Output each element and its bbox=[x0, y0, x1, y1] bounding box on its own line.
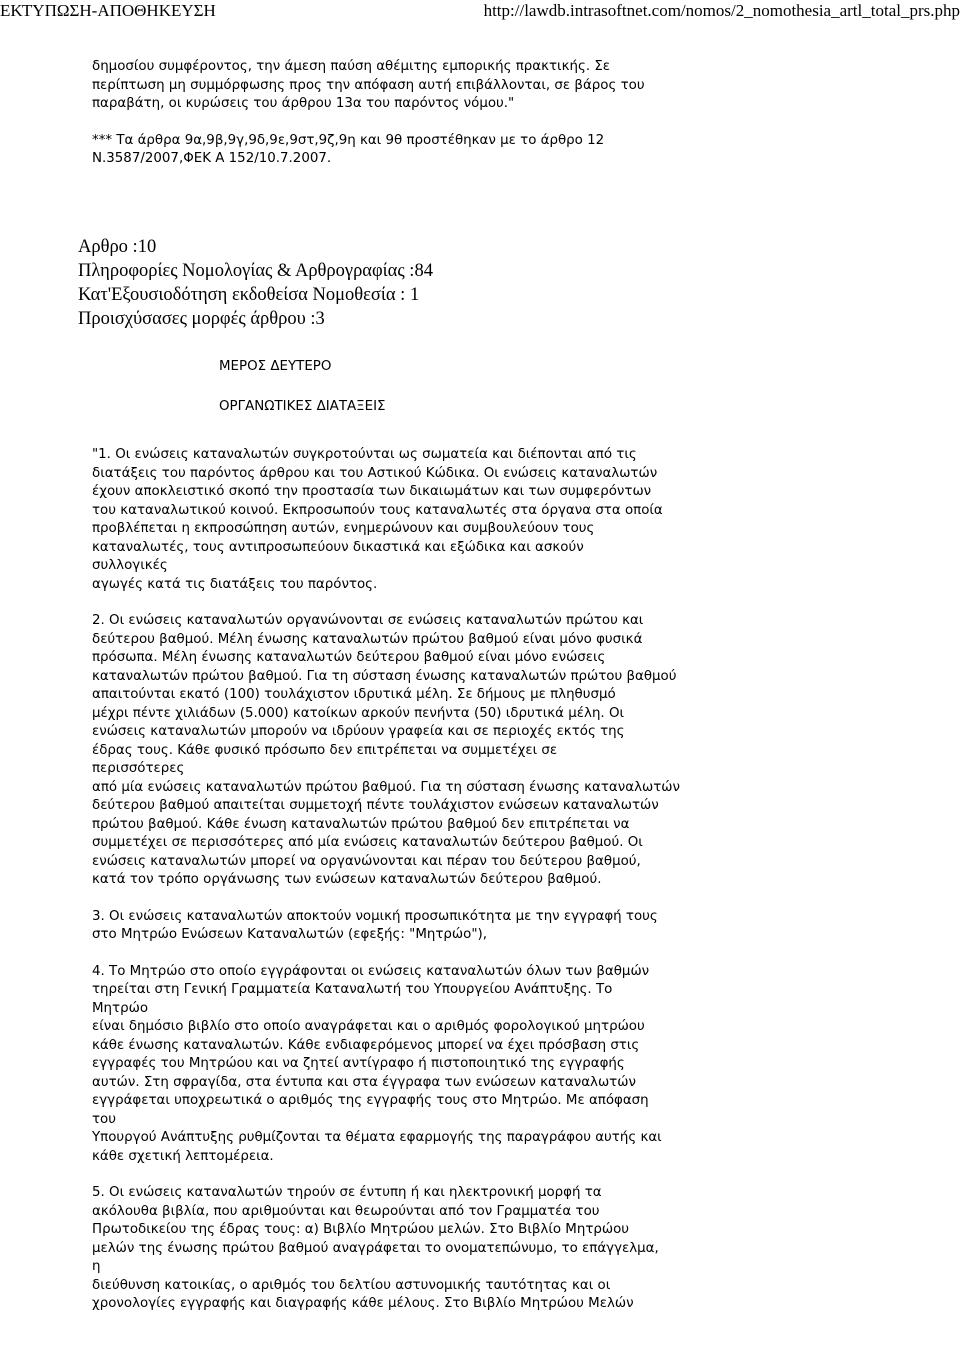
text-line: παραβάτη, οι κυρώσεις του άρθρου 13α του παρόντος νόμου." bbox=[92, 96, 515, 111]
text-line: δεύτερου βαθμού. Μέλη ένωσης καταναλωτών πρώτου βαθμού είναι μόνο φυσικά bbox=[92, 631, 643, 647]
intro-text bbox=[92, 58, 732, 169]
text-line: πρώτου βαθμού. Κάθε ένωση καταναλωτών πρώτου βαθμού δεν επιτρέπεται να bbox=[92, 816, 630, 832]
article-paragraph-4 bbox=[92, 963, 732, 1167]
text-line: κάθε ένωσης καταναλωτών. Κάθε ενδιαφερόμενος μπορεί να έχει πρόσβαση στις bbox=[92, 1037, 640, 1053]
text-line: έχουν αποκλειστικό σκοπό την προστασία των δικαιωμάτων και των συμφερόντων bbox=[92, 484, 652, 499]
text-line: μέχρι πέντε χιλιάδων (5.000) κατοίκων αρκούν πενήντα (50) ιδρυτικά μέλη. Οι bbox=[92, 705, 625, 721]
text-line: *** Τα άρθρα 9α,9β,9γ,9δ,9ε,9στ,9ζ,9η και 9θ προστέθηκαν με το άρθρο 12 bbox=[92, 132, 605, 148]
text-line: από μία ενώσεις καταναλωτών πρώτου βαθμού. Για τη σύσταση ένωσης καταναλωτών bbox=[92, 779, 680, 795]
text-line: πρόσωπα. Μέλη ένωσης καταναλωτών δεύτερου βαθμού είναι μόνο ενώσεις bbox=[92, 650, 606, 665]
text-line: "1. Οι ενώσεις καταναλωτών συγκροτούνται ως σωματεία και διέπονται από τις bbox=[92, 447, 637, 462]
text-line: ακόλουθα βιβλία, που αριθμούνται και θεωρούνται από τον Γραμματέα του bbox=[92, 1203, 600, 1219]
text-line: συλλογικές bbox=[92, 558, 168, 573]
text-line: διεύθυνση κατοικίας, ο αριθμός του δελτίου αστυνομικής ταυτότητας και οι bbox=[92, 1277, 611, 1293]
print-header-title: ΕΚΤΥΠΩΣΗ-ΑΠΟΘΗΚΕΥΣΗ bbox=[0, 1, 216, 20]
text-line: δημοσίου συμφέροντος, την άμεση παύση αθέμιτης εμπορικής πρακτικής. Σε bbox=[92, 59, 611, 74]
text-line: εγγραφές του Μητρώου και να ζητεί αντίγραφο ή πιστοποιητικό της εγγραφής bbox=[92, 1056, 625, 1071]
text-line: απαιτούνται εκατό (100) τουλάχιστον ιδρυτικά μέλη. Σε δήμους με πληθυσμό bbox=[92, 687, 616, 702]
text-line: συμμετέχει σε περισσότερες από μία ενώσεις καταναλωτών δεύτερου βαθμού. Οι bbox=[92, 835, 643, 850]
text-line: 3. Οι ενώσεις καταναλωτών αποκτούν νομική προσωπικότητα με την εγγραφή τους bbox=[92, 908, 658, 924]
text-line: Ν.3587/2007,ΦΕΚ Α 152/10.7.2007. bbox=[92, 151, 332, 166]
amendment-note bbox=[92, 132, 732, 169]
article-number: Αρθρο :10 bbox=[78, 237, 157, 257]
text-line: εγγράφεται υποχρεωτικά ο αριθμός της εγγραφής τους στο Μητρώο. Με απόφαση bbox=[92, 1093, 649, 1108]
part-title: ΜΕΡΟΣ ΔΕΥΤΕΡΟ bbox=[219, 359, 332, 374]
text-line: έδρας τους. Κάθε φυσικό πρόσωπο δεν επιτρέπεται να συμμετέχει σε bbox=[92, 742, 558, 758]
text-line: Μητρώο bbox=[92, 1000, 149, 1016]
text-line: 4. Το Μητρώο στο οποίο εγγράφονται οι ενώσεις καταναλωτών όλων των βαθμών bbox=[92, 963, 650, 979]
text-line: 2. Οι ενώσεις καταναλωτών οργανώνονται σε ενώσεις καταναλωτών πρώτου και bbox=[92, 613, 644, 628]
text-line: καταναλωτές, τους αντιπροσωπεύουν δικαστικά και εξώδικα και ασκούν bbox=[92, 539, 584, 555]
article-paragraph-5 bbox=[92, 1184, 732, 1314]
text-line: τηρείται στη Γενική Γραμματεία Καταναλωτή του Υπουργείου Ανάπτυξης. Το bbox=[92, 982, 613, 997]
print-header-url: http://lawdb.intrasoftnet.com/nomos/2_nomothesia_artl_total_prs.php bbox=[483, 1, 960, 20]
text-line: του καταναλωτικού κοινού. Εκπροσωπούν τους καταναλωτές στα όργανα στα οποία bbox=[92, 502, 663, 518]
text-line: 5. Οι ενώσεις καταναλωτών τηρούν σε έντυπη ή και ηλεκτρονική μορφή τα bbox=[92, 1185, 602, 1200]
intro-paragraph bbox=[92, 58, 732, 114]
text-line: αγωγές κατά τις διατάξεις του παρόντος. bbox=[92, 576, 378, 592]
text-line: διατάξεις του παρόντος άρθρου και του Αστικού Κώδικα. Οι ενώσεις καταναλωτών bbox=[92, 465, 658, 481]
article-meta bbox=[78, 235, 433, 331]
text-line: προβλέπεται η εκπροσώπηση αυτών, ενημερώνουν και συμβουλεύουν τους bbox=[92, 521, 595, 536]
text-line: Υπουργού Ανάπτυξης ρυθμίζονται τα θέματα εφαρμογής της παραγράφου αυτής και bbox=[92, 1130, 662, 1145]
text-line: η bbox=[92, 1259, 101, 1274]
text-line: ενώσεις καταναλωτών μπορεί να οργανώνονται και πέραν του δεύτερου βαθμού, bbox=[92, 853, 641, 869]
text-line: περισσότερες bbox=[92, 761, 185, 776]
text-line: Πρωτοδικείου της έδρας τους: α) Βιβλίο Μητρώου μελών. Στο Βιβλίο Μητρώου bbox=[92, 1222, 630, 1237]
case-law-link[interactable]: Πληροφορίες Νομολογίας & Αρθρογραφίας :84 bbox=[78, 261, 433, 281]
text-line: του bbox=[92, 1111, 117, 1127]
text-line: κατά τον τρόπο οργάνωσης των ενώσεων καταναλωτών δεύτερου βαθμού. bbox=[92, 872, 602, 887]
article-body bbox=[92, 446, 732, 1314]
text-line: χρονολογίες εγγραφής και διαγραφής κάθε μέλους. Στο Βιβλίο Μητρώου Μελών bbox=[92, 1296, 634, 1311]
text-line: μελών της ένωσης πρώτου βαθμού αναγράφεται το ονοματεπώνυμο, το επάγγελμα, bbox=[92, 1240, 659, 1256]
text-line: ενώσεις καταναλωτών μπορούν να ιδρύουν γραφεία και σε περιοχές εκτός της bbox=[92, 724, 625, 739]
article-paragraph-1 bbox=[92, 446, 732, 594]
text-line: καταναλωτών πρώτου βαθμού. Για τη σύσταση ένωσης καταναλωτών πρώτου βαθμού bbox=[92, 668, 677, 684]
text-line: δεύτερου βαθμού απαιτείται συμμετοχή πέντε τουλάχιστον ενώσεων καταναλωτών bbox=[92, 798, 659, 813]
chapter-title: ΟΡΓΑΝΩΤΙΚΕΣ ΔΙΑΤΑΞΕΙΣ bbox=[219, 399, 386, 414]
text-line: είναι δημόσιο βιβλίο στο οποίο αναγράφεται και ο αριθμός φορολογικού μητρώου bbox=[92, 1019, 645, 1034]
text-line: αυτών. Στη σφραγίδα, στα έντυπα και στα έγγραφα των ενώσεων καταναλωτών bbox=[92, 1074, 636, 1090]
text-line: περίπτωση μη συμμόρφωσης προς την απόφαση αυτή επιβάλλονται, σε βάρος του bbox=[92, 77, 645, 93]
article-paragraph-2 bbox=[92, 612, 732, 890]
text-line: στο Μητρώο Ενώσεων Καταναλωτών (εφεξής: "Μητρώο"), bbox=[92, 927, 487, 942]
article-paragraph-3 bbox=[92, 908, 732, 945]
previous-versions-link[interactable]: Προισχύσασες μορφές άρθρου :3 bbox=[78, 309, 325, 329]
text-line: κάθε σχετική λεπτομέρεια. bbox=[92, 1148, 274, 1164]
delegated-legislation-link[interactable]: Κατ'Εξουσιοδότηση εκδοθείσα Νομοθεσία : 1 bbox=[78, 285, 420, 305]
